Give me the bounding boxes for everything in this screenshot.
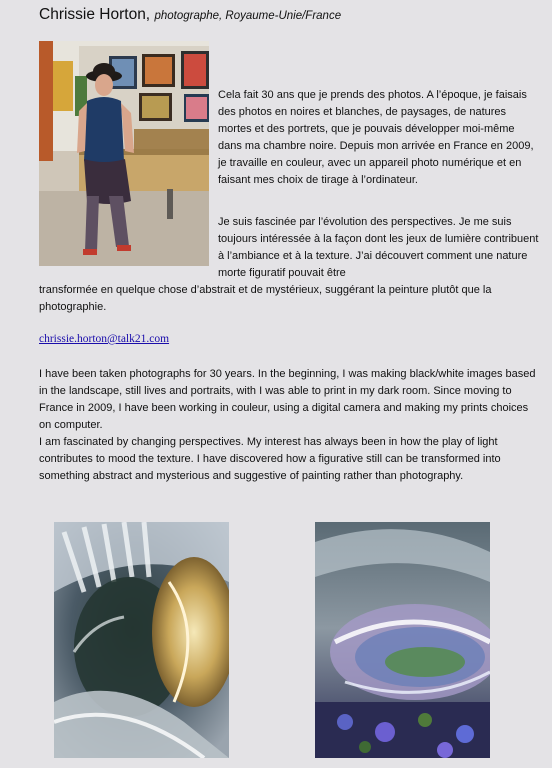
- page-title: [39, 6, 341, 24]
- artwork-photo-1: [54, 522, 229, 758]
- bio-en: [39, 366, 537, 485]
- artwork-photo-2: [315, 522, 490, 758]
- bio-fr-paragraph-2-start: Je suis fascinée par l’évolution des perspectives. Je me suis toujours intéressée à la façon dont les jeux de lumière contribuent à l’ambiance et à la texture. J’ai découvert comment une nature morte figuratif pouvait être: [218, 216, 539, 279]
- artist-subtitle: photographe, Royaume-Unie/France: [154, 10, 342, 22]
- artist-name: Chrissie Horton,: [39, 6, 151, 23]
- bio-fr-paragraph-1: Cela fait 30 ans que je prends des photos. A l’époque, je faisais des photos en noires et blanches, de paysages, de natures mortes et des portrets, que je pouvais développer moi-même dans ma chambre noire. Depuis mon arrivée en France en 2009, je travaille en couleur, avec un appareil photo numérique et en faisant mes choix de tirage à l’ordinateur.: [218, 89, 534, 186]
- email-link[interactable]: chrissie.horton@talk21.com: [39, 333, 170, 345]
- bio-en-paragraph-2: I am fascinated by changing perspectives. My interest has always been in how the play of light contributes to mood the texture. I have discovered how a figurative still can be transformed into something abstract and mysterious and suggestive of painting rather than photography.: [39, 436, 501, 482]
- bio-fr-paragraph-2-end: transformée en quelque chose d’abstrait et de mystérieux, suggérant la peinture plutôt que la photographie.: [39, 284, 492, 313]
- artist-portrait-photo: [39, 41, 209, 266]
- bio-en-paragraph-1: I have been taken photographs for 30 years. In the beginning, I was making black/white images based in the landscape, still lives and portraits, with I was able to print in my dark room. Since moving to France in 2009, I have been working in couleur, using a digital camera and making my prints choices on computer.: [39, 368, 536, 431]
